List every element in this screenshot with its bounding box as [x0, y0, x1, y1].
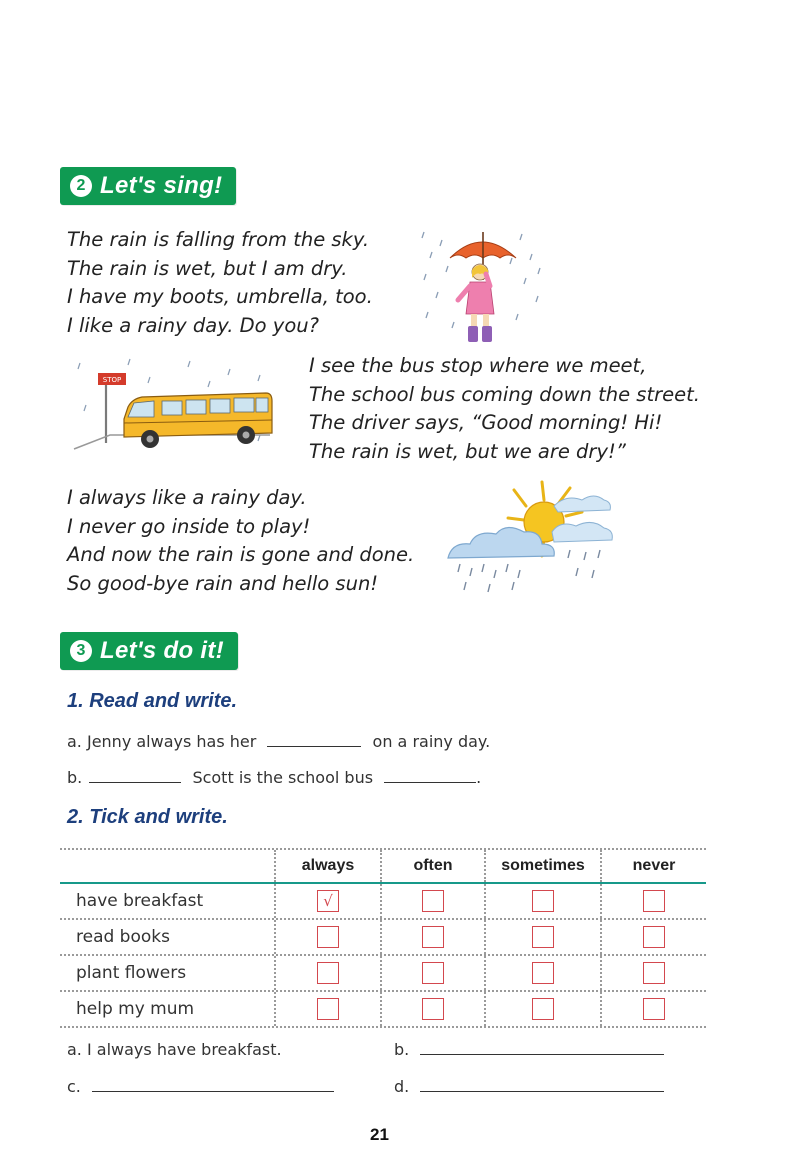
- tick-box[interactable]: [422, 890, 444, 912]
- answer-blank[interactable]: [420, 1040, 664, 1055]
- item-text: c.: [67, 1077, 81, 1096]
- item-text: on a rainy day.: [372, 732, 491, 751]
- girl-umbrella-illustration: [418, 222, 548, 350]
- section-title: Let's sing!: [100, 172, 223, 199]
- section-number: 3: [70, 640, 92, 662]
- tick-box[interactable]: [643, 926, 665, 948]
- item-text: b.: [394, 1040, 410, 1059]
- exercise-1-item-a: [67, 732, 490, 751]
- tick-box[interactable]: [532, 890, 554, 912]
- page-number: 21: [370, 1125, 389, 1144]
- answer-blank[interactable]: [384, 768, 476, 783]
- answer-blank[interactable]: [267, 732, 361, 747]
- tick-box[interactable]: [643, 998, 665, 1020]
- poem-line: I always like a rainy day.: [67, 486, 307, 509]
- answer-blank[interactable]: [420, 1077, 664, 1092]
- table-row: [60, 990, 706, 1028]
- bus-stop-sign-text: STOP: [102, 376, 122, 384]
- table-row: [60, 954, 706, 990]
- section-header-do-it: [60, 632, 238, 670]
- column-header-sometimes: sometimes: [484, 850, 600, 882]
- item-text: .: [476, 768, 482, 787]
- answer-d-row: [394, 1077, 664, 1096]
- exercise-2-heading: 2. Tick and write.: [67, 806, 228, 828]
- poem-line: The rain is wet, but I am dry.: [67, 256, 348, 280]
- poem-line: I never go inside to play!: [67, 514, 311, 538]
- tick-box[interactable]: [643, 962, 665, 984]
- item-text: a. Jenny always has her: [67, 732, 257, 751]
- item-text: d.: [394, 1077, 410, 1096]
- frequency-table: [60, 848, 706, 1028]
- tick-box[interactable]: [532, 962, 554, 984]
- tick-box[interactable]: [643, 890, 665, 912]
- poem-stanza-2: [309, 352, 700, 467]
- poem-line: So good-bye rain and hello sun!: [67, 572, 379, 596]
- poem-line: I like a rainy day. Do you?: [67, 314, 319, 338]
- answer-blank[interactable]: [92, 1077, 334, 1092]
- school-bus-illustration: [70, 355, 276, 463]
- answer-c-row: [67, 1077, 334, 1096]
- column-header-never: never: [600, 850, 706, 882]
- poem-stanza-3: [67, 484, 414, 599]
- poem-line: I see the bus stop where we meet,: [309, 354, 647, 377]
- activity-label: plant flowers: [76, 963, 187, 983]
- exercise-1-item-b: [67, 768, 481, 787]
- activity-label: have breakfast: [76, 891, 204, 911]
- item-text: b.: [67, 768, 83, 787]
- table-row: [60, 882, 706, 918]
- poem-stanza-1: [67, 226, 373, 341]
- answer-a: a. I always have breakfast.: [67, 1040, 282, 1059]
- tick-box[interactable]: [422, 926, 444, 948]
- tick-box[interactable]: [532, 998, 554, 1020]
- answer-blank[interactable]: [89, 768, 181, 783]
- poem-line: The driver says, “Good morning! Hi!: [309, 411, 663, 435]
- tick-box[interactable]: [317, 962, 339, 984]
- item-text: Scott is the school bus: [192, 768, 374, 787]
- activity-label: read books: [76, 927, 170, 947]
- poem-line: I have my boots, umbrella, too.: [67, 285, 373, 309]
- poem-line: The rain is falling from the sky.: [67, 228, 370, 251]
- tick-box[interactable]: √: [317, 890, 339, 912]
- column-header-often: often: [380, 850, 484, 882]
- poem-line: And now the rain is gone and done.: [67, 543, 415, 567]
- section-header-sing: [60, 167, 236, 205]
- activity-label: help my mum: [76, 999, 195, 1019]
- tick-box[interactable]: [422, 962, 444, 984]
- tick-box[interactable]: [317, 926, 339, 948]
- section-number: 2: [70, 175, 92, 197]
- column-header-always: always: [274, 850, 380, 882]
- table-row: [60, 918, 706, 954]
- exercise-1-heading: 1. Read and write.: [67, 690, 238, 712]
- poem-line: The school bus coming down the street.: [309, 382, 700, 406]
- tick-box[interactable]: [422, 998, 444, 1020]
- table-header-empty: [60, 850, 274, 882]
- answer-b-row: [394, 1040, 664, 1059]
- sun-rain-cloud-illustration: [442, 478, 618, 596]
- section-title: Let's do it!: [100, 637, 224, 664]
- tick-box[interactable]: [532, 926, 554, 948]
- table-header-row: [60, 848, 706, 882]
- poem-line: The rain is wet, but we are dry!”: [309, 440, 626, 464]
- tick-box[interactable]: [317, 998, 339, 1020]
